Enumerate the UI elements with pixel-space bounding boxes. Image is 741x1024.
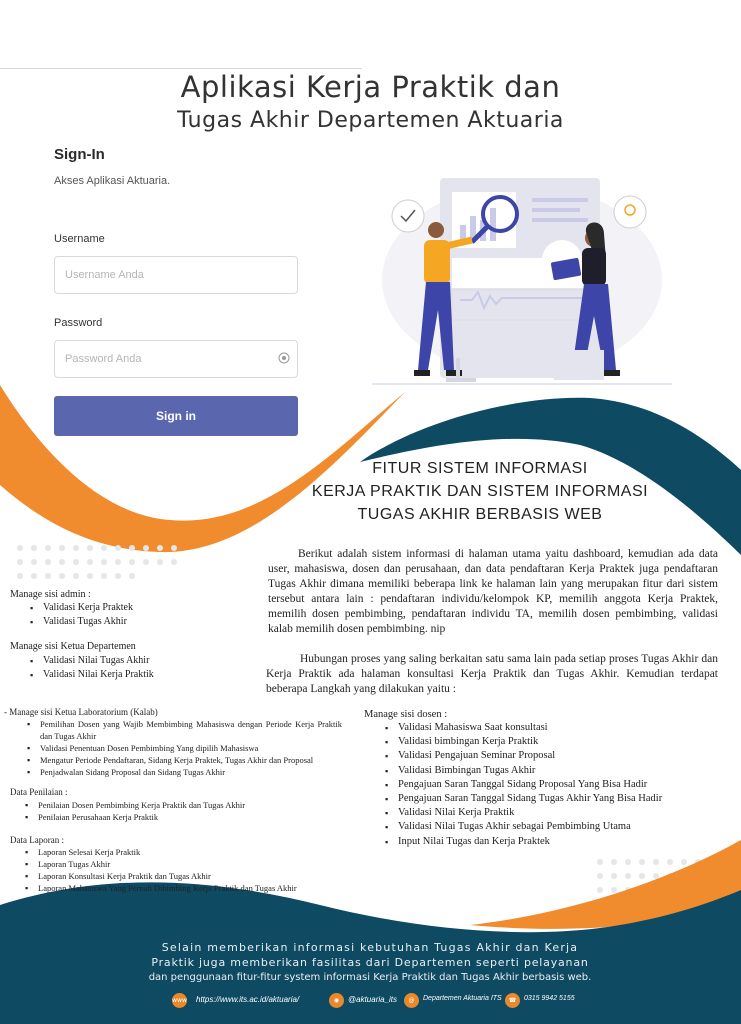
list-item: ▪ Laporan Selesai Kerja Praktik <box>38 846 297 858</box>
phone-icon: ☎ <box>505 993 520 1008</box>
laporan-heading: Data Laporan : <box>10 835 64 845</box>
signin-subtitle: Akses Aplikasi Aktuaria. <box>54 175 171 187</box>
list-item: ▪ Pengajuan Saran Tanggal Sidang Proposal Yang Bisa Hadir <box>398 778 662 792</box>
footer-text-line1: Selain memberikan informasi kebutuhan Tugas Akhir dan Kerja <box>161 941 579 954</box>
instagram-handle[interactable]: @aktuaria_its <box>348 995 398 1004</box>
features-heading-line2: KERJA PRAKTIK DAN SISTEM INFORMASI <box>311 483 649 500</box>
facebook-icon: @ <box>404 993 419 1008</box>
list-item: ▪ Validasi Bimbingan Tugas Akhir <box>398 764 662 778</box>
username-input[interactable] <box>54 256 298 294</box>
dosen-list <box>398 721 662 849</box>
password-label: Password <box>54 317 103 329</box>
list-item: ▪ Penilaian Dosen Pembimbing Kerja Praktik dan Tugas Akhir <box>38 799 245 811</box>
username-label: Username <box>54 233 105 245</box>
list-item: ▪ Validasi Nilai Tugas Akhir sebagai Pembimbing Utama <box>398 820 662 834</box>
admin-list <box>43 601 133 629</box>
penilaian-heading: Data Penilaian : <box>10 787 68 797</box>
kalab-heading: - Manage sisi Ketua Laboratorium (Kalab) <box>4 707 158 717</box>
penilaian-list <box>38 799 245 823</box>
features-paragraph-2: Hubungan proses yang saling berkaitan satu sama lain pada setiap proses Tugas Akhir dan Kerja Praktik ada halaman konsultasi Kerja Praktik dan Tugas Akhir. Kemudian terdapat beberapa Langkah yang dilakukan yaitu : <box>266 653 718 695</box>
top-divider <box>0 68 362 69</box>
list-item: ▪ Validasi Nilai Tugas Akhir <box>43 654 154 668</box>
ketua-list <box>43 654 154 682</box>
list-item: ▪ Pengajuan Saran Tanggal Sidang Tugas Akhir Yang Bisa Hadir <box>398 792 662 806</box>
dosen-heading: Manage sisi dosen : <box>364 709 448 720</box>
list-item: ▪ Penilaian Perusahaan Kerja Praktik <box>38 811 245 823</box>
website-link[interactable]: https://www.its.ac.id/aktuaria/ <box>196 995 300 1004</box>
list-item: ▪ Validasi Penentuan Dosen Pembimbing Yang dipilih Mahasiswa <box>40 742 342 754</box>
features-heading-line1: FITUR SISTEM INFORMASI <box>372 460 588 477</box>
footer-text-line2: Praktik juga memberikan fasilitas dari Departemen seperti pelayanan <box>151 956 589 969</box>
features-heading-line3: TUGAS AKHIR BERBASIS WEB <box>357 506 603 523</box>
page-title-line2: Tugas Akhir Departemen Aktuaria <box>177 108 564 133</box>
admin-heading: Manage sisi admin : <box>10 589 91 600</box>
kalab-list <box>40 718 342 778</box>
list-item: ▪ Validasi Nilai Kerja Praktik <box>398 806 662 820</box>
show-password-icon[interactable] <box>278 352 290 364</box>
list-item: ▪ Laporan Mahasiswa Yang Pernah Dibimbing Kerja Praktik dan Tugas Akhir <box>38 882 297 894</box>
list-item: ▪ Penjadwalan Sidang Proposal dan Sidang Tugas Akhir <box>40 766 342 778</box>
list-item: ▪ Pemilihan Dosen yang Wajib Membimbing Mahasiswa dengan Periode Kerja Praktik dan Tugas Akhir <box>40 718 342 742</box>
department-name: Departemen Aktuaria ITS <box>423 995 502 1002</box>
list-item: ▪ Laporan Tugas Akhir <box>38 858 297 870</box>
list-item: ▪ Validasi Kerja Praktek <box>43 601 133 615</box>
phone-number: 0315 9942 5155 <box>524 995 575 1002</box>
list-item: ▪ Validasi Mahasiswa Saat konsultasi <box>398 721 662 735</box>
analytics-illustration <box>372 170 672 390</box>
page-title-line1: Aplikasi Kerja Praktik dan <box>180 70 561 104</box>
web-icon: www <box>172 993 187 1008</box>
signin-title: Sign-In <box>54 146 105 163</box>
list-item: ▪ Validasi Pengajuan Seminar Proposal <box>398 749 662 763</box>
list-item: ▪ Laporan Konsultasi Kerja Praktik dan Tugas Akhir <box>38 870 297 882</box>
instagram-icon: ◉ <box>329 993 344 1008</box>
list-item: ▪ Validasi bimbingan Kerja Praktik <box>398 735 662 749</box>
list-item: ▪ Validasi Nilai Kerja Praktik <box>43 668 154 682</box>
features-paragraph-1: Berikut adalah sistem informasi di halaman utama yaitu dashboard, kemudian ada data user, mahasiswa, dosen dan perusahaan, dan data pendaftaran Kerja Praktek juga pendaftaran Tugas Akhir dimana memiliki beberapa link ke halaman lain yang merupakan fitur dari sistem tersebut antara lain : pendaftaran individu/kelompok KP, memilih anggota Kerja Praktek, memilih dosen pembimbing, pendaftaran individu TA, memilih dosen pembimbing, validasi kalab memilih dosen pembimbing. nip <box>268 548 718 635</box>
laporan-list <box>38 846 297 894</box>
password-input[interactable] <box>54 340 298 378</box>
list-item: ▪ Validasi Tugas Akhir <box>43 615 133 629</box>
list-item: ▪ Mengatur Periode Pendaftaran, Sidang Kerja Praktek, Tugas Akhir dan Proposal <box>40 754 342 766</box>
ketua-heading: Manage sisi Ketua Departemen <box>10 641 136 652</box>
footer-text-line3: dan penggunaan fitur-fitur system informasi Kerja Praktik dan Tugas Akhir berbasis web. <box>148 972 592 983</box>
signin-button[interactable]: Sign in <box>54 396 298 436</box>
list-item: ▪ Input Nilai Tugas dan Kerja Praktek <box>398 835 662 849</box>
